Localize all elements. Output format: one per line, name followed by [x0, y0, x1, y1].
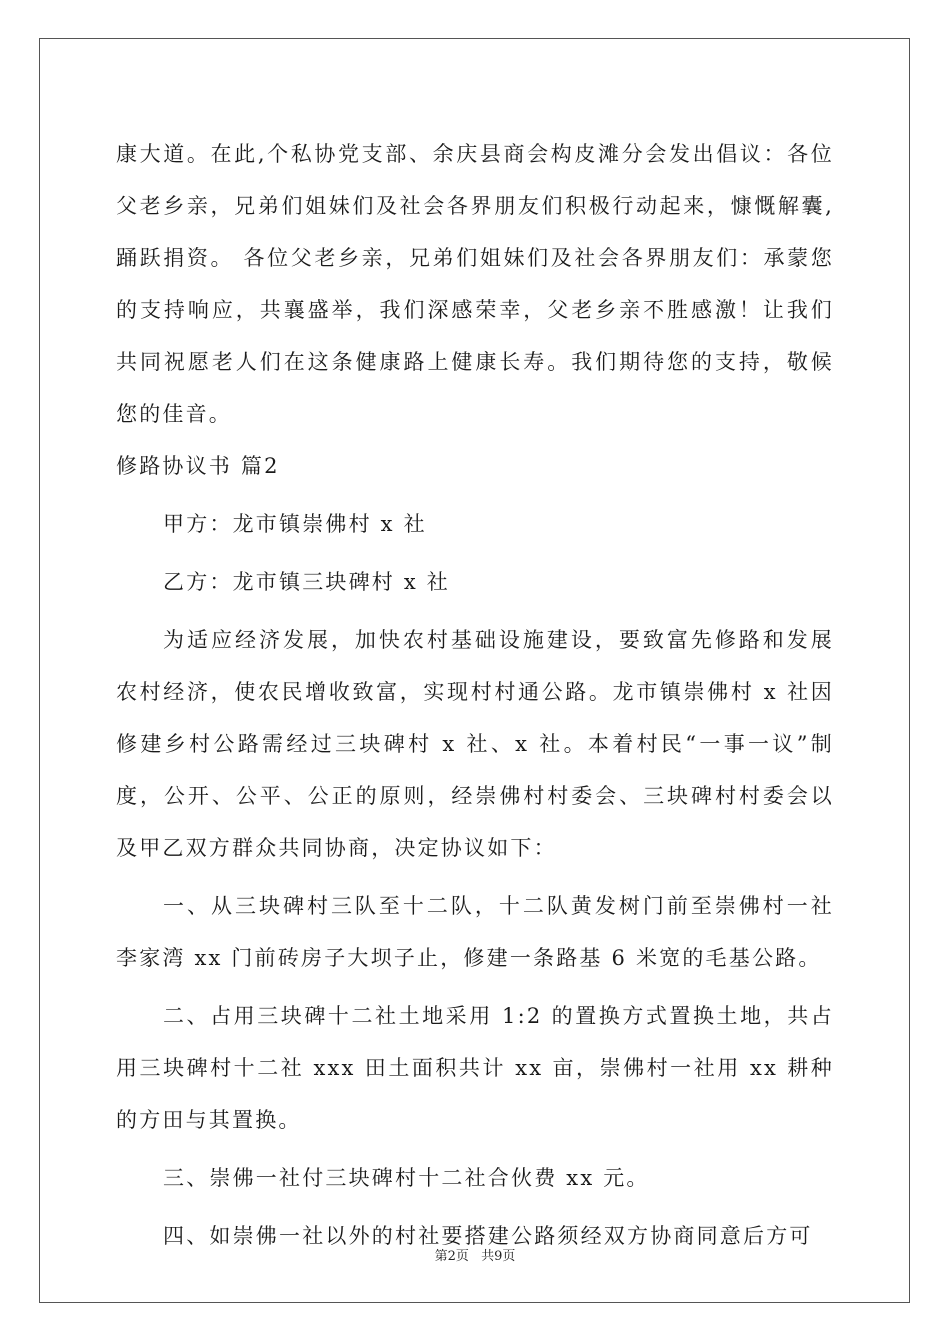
page-total: 共9页 [481, 1249, 516, 1264]
page-footer [0, 1245, 950, 1264]
clause-4: 四、如崇佛一社以外的村社要搭建公路须经双方协商同意后方可 [163, 1224, 813, 1248]
party-b: 乙方：龙市镇三块碑村 x 社 [163, 570, 450, 594]
paragraph-appeal: 康大道。在此,个私协党支部、余庆县商会构皮滩分会发出倡议：各位父老乡亲，兄弟们姐妹们及社会各界朋友们积极行动起来，慷慨解囊,踊跃捐资。 各位父老乡亲，兄弟们姐妹们及社会各界朋友们：承蒙您的支持响应，共襄盛举，我们深感荣幸，父老乡亲不胜感激！让我们共同祝愿老人们在这条健康路上健康长寿。我们期待您的支持，敬候您的佳音。 [116, 142, 834, 426]
page-number: 第2页 [434, 1249, 469, 1264]
clause-3: 三、崇佛一社付三块碑村十二社合伙费 xx 元。 [163, 1166, 650, 1190]
party-a: 甲方：龙市镇崇佛村 x 社 [163, 512, 427, 536]
section-title: 修路协议书 篇2 [116, 454, 280, 478]
clause-1: 一、从三块碑村三队至十二队，十二队黄发树门前至崇佛村一社李家湾 xx 门前砖房子大坝子止，修建一条路基 6 米宽的毛基公路。 [116, 894, 834, 970]
paragraph-preamble: 为适应经济发展，加快农村基础设施建设，要致富先修路和发展农村经济，使农民增收致富，实现村村通公路。龙市镇崇佛村 x 社因修建乡村公路需经过三块碑村 x 社、x 社。本着村民“一事一议”制度，公开、公平、公正的原则，经崇佛村村委会、三块碑村村委会以及甲乙双方群众共同协商，决定协议如下： [116, 628, 834, 860]
clause-2: 二、占用三块碑十二社土地采用 1:2 的置换方式置换土地，共占用三块碑村十二社 xxx 田土面积共计 xx 亩，崇佛村一社用 xx 耕种的方田与其置换。 [116, 1004, 834, 1132]
document-body [116, 128, 834, 1262]
